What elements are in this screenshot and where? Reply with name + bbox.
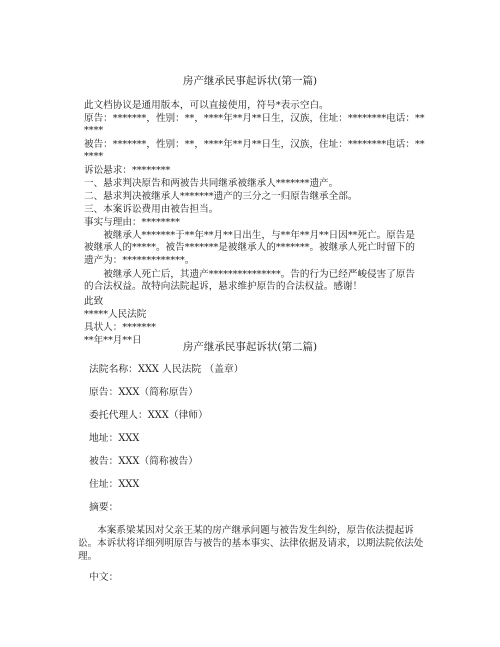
doc2-residence: 住址：XXX bbox=[89, 479, 140, 490]
doc1-salutation: 此致 bbox=[84, 296, 104, 307]
doc2-title: 房产继承民事起诉状(第二篇) bbox=[182, 341, 318, 353]
doc2-plaintiff: 原告：XXX（简称原告） bbox=[89, 387, 199, 398]
doc1-note: 此文档协议是通用版本，可以直接使用，符号*表示空白。 bbox=[84, 100, 329, 111]
doc1-date: **年**月**日 bbox=[84, 335, 142, 346]
doc1-facts-paragraph-2: 被继承人死亡后，其遗产***************。告的行为已经严峻侵害了原告的合法权益。故特向法院起诉，悬求维护原告的合法权益。感谢！ bbox=[84, 269, 415, 293]
doc2-address: 地址：XXX bbox=[89, 433, 140, 444]
doc2-summary-label: 摘要： bbox=[89, 502, 119, 513]
doc2-zhongwen-label: 中文： bbox=[89, 572, 119, 583]
doc1-title: 房产继承民事起诉状(第一篇) bbox=[182, 75, 318, 87]
doc1-plaintiff: 原告：*******，性别：**，****年**月**日生，汉族，住址：********电话：****** bbox=[84, 113, 425, 137]
doc2-summary: 本案系梁某因对父亲王某的房产继承问题与被告发生纠纷，原告依法提起诉讼。本诉状将详细列明原告与被告的基本事实、法律依据及请求，以期法院依法处理。 bbox=[78, 525, 424, 563]
doc1-defendant: 被告：*******，性别：**，****年**月**日生，汉族，住址：********电话：****** bbox=[84, 139, 425, 163]
doc1-facts-heading: 事实与理由：******** bbox=[84, 217, 180, 228]
doc2-court-name: 法院名称：XXX 人民法院 （盖章） bbox=[89, 364, 244, 375]
doc2-agent: 委托代理人：XXX（律师） bbox=[89, 410, 208, 421]
doc1-court: *****人民法院 bbox=[84, 309, 147, 320]
doc1-claim-1: 一、悬求判决原告和两被告共同继承被继承人*******遗产。 bbox=[84, 178, 339, 189]
doc1-claim-2: 二、悬求判决被继承人*******遗产的三分之一归原告继承全部。 bbox=[84, 191, 358, 202]
doc1-signer: 具状人：******* bbox=[84, 322, 156, 333]
doc2-defendant: 被告：XXX（简称被告） bbox=[89, 456, 199, 467]
doc1-facts-paragraph: 被继承人*******于**年**月**日出生，与**年**月**日因**死亡。原告是被继承人的*****。被告*******是被继承人的*******。被继承人死亡时留下的遗产为：*************。 bbox=[84, 230, 415, 266]
doc1-claims-heading: 诉讼悬求：******** bbox=[84, 165, 171, 176]
doc1-claim-3: 三、本案诉讼费用由被告担当。 bbox=[84, 204, 219, 215]
